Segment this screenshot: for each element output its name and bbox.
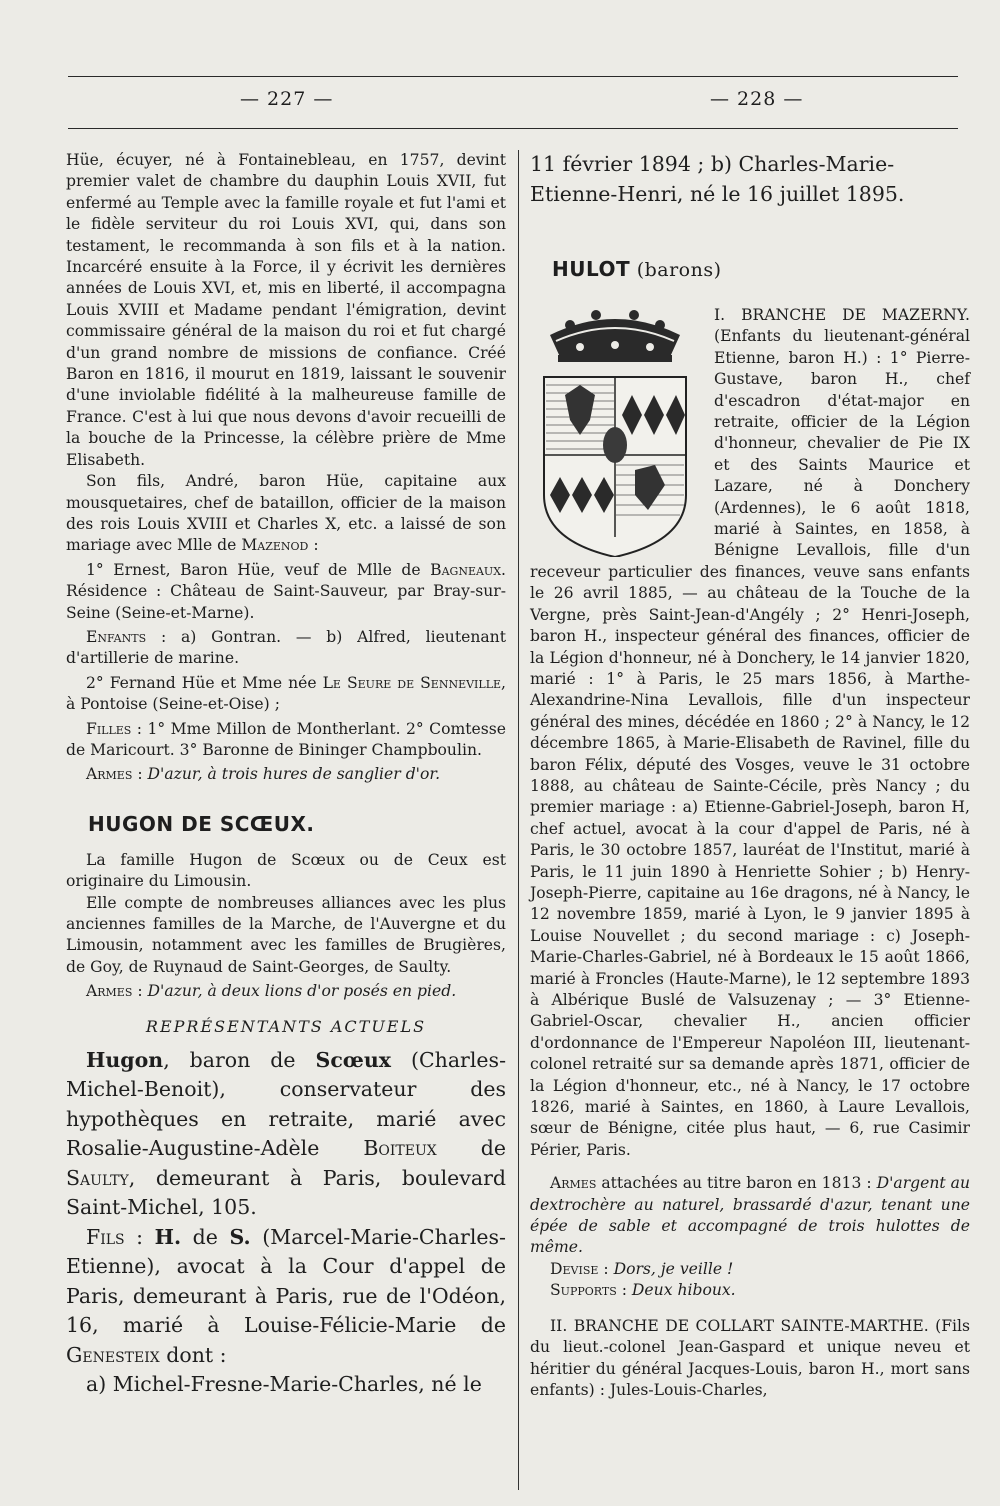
page-number-right: — 228 — bbox=[710, 88, 804, 110]
hugon-section-title: HUGON DE SCŒUX. bbox=[88, 811, 315, 836]
branche-collart-paragraph: II. BRANCHE DE COLLART SAINTE-MARTHE. (Fils du lieut.-colonel Jean-Gaspard et unique neveu et héritier du général Jacques-Louis, baron H., mort sans enfants) : Jules-Louis-Charles, bbox=[530, 1316, 970, 1399]
hugon-baron-paragraph: Hugon, baron de Scœux (Charles-Michel-Benoit), conservateur des hypothèques en retraite, marié avec Rosalie-Augustine-Adèle Boiteux de Saulty, demeurant à Paris, boulevard Saint-Michel, 105. bbox=[66, 1047, 506, 1220]
hulot-devise: Devise : Dors, je veille ! bbox=[550, 1259, 734, 1278]
filles-paragraph: Filles : 1° Mme Millon de Montherlant. 2° Comtesse de Maricourt. 3° Baronne de Bininger Champboulin. bbox=[66, 719, 506, 759]
hugon-grandson-line: a) Michel-Fresne-Marie-Charles, né le bbox=[86, 1372, 482, 1397]
representants-heading: REPRÉSENTANTS ACTUELS bbox=[145, 1016, 427, 1036]
hue-arms: Armes : D'azur, à trois hures de sanglier d'or. bbox=[86, 765, 441, 784]
continuation-text: 11 février 1894 ; b) Charles-Marie-Etienne-Henri, né le 16 juillet 1895. bbox=[530, 152, 905, 206]
enfants-paragraph: Enfants : a) Gontran. — b) Alfred, lieutenant d'artillerie de marine. bbox=[66, 627, 506, 668]
hugon-arms: Armes : D'azur, à deux lions d'or posés en pied. bbox=[86, 982, 457, 1001]
fernand-paragraph: 2° Fernand Hüe et Mme née Le Seure de Senneville, à Pontoise (Seine-et-Oise) ; bbox=[66, 673, 506, 714]
hue-son-paragraph: Son fils, André, baron Hüe, capitaine aux mousquetaires, chef de bataillon, officier de la maison des rois Louis XVIII et Charles X, etc. a laissé de son mariage avec Mlle de Mazenod : bbox=[66, 472, 506, 555]
hulot-supports: Supports : Deux hiboux. bbox=[550, 1281, 736, 1300]
hue-paragraph: Hüe, écuyer, né à Fontainebleau, en 1757, devint premier valet de chambre du dauphin Louis XVII, fut enfermé au Temple avec la famille royale et fut l'ami et le fidèle serviteur du roi Louis XVI, qui, dans son testament, le recommanda à son fils et à la nation. Incarcéré ensuite à la Force, il y écrivit les dernières années de Louis XVI, et, mis en liberté, il accompagna Louis XVIII et Madame pendant l'émigration, devint commissaire général de la maison du roi et fut chargé d'un grand nombre de missions de confiance. Créé Baron en 1816, il mourut en 1819, laissant le souvenir d'une inviolable fidélité à la malheureuse famille de France. C'est à lui que nous devons d'avoir recueilli de la bouche de la Princesse, la célèbre prière de Mme Elisabeth. bbox=[66, 151, 506, 469]
header-rule bbox=[68, 128, 958, 129]
hulot-section-title: HULOT (barons) bbox=[552, 257, 722, 281]
hugon-origin: La famille Hugon de Scœux ou de Ceux est originaire du Limousin. bbox=[66, 850, 506, 891]
page-number-left: — 227 — bbox=[240, 88, 334, 110]
hugon-fils-paragraph: Fils : H. de S. (Marcel-Marie-Charles-Etienne), avocat à la Cour d'appel de Paris, demeurant à Paris, rue de l'Odéon, 16, marié à Louise-Félicie-Marie de Genesteix dont : bbox=[66, 1224, 506, 1367]
hulot-arms: Armes attachées au titre baron en 1813 : D'argent au dextrochère au naturel, brassardé d'azur, tenant une épée de sable et accompagné de trois hulottes de même. bbox=[530, 1174, 971, 1257]
coat-of-arms-image bbox=[530, 305, 710, 560]
ernest-paragraph: 1° Ernest, Baron Hüe, veuf de Mlle de Bagneaux. Résidence : Château de Saint-Sauveur, par Bray-sur-Seine (Seine-et-Marne). bbox=[66, 560, 506, 622]
left-column bbox=[66, 150, 506, 1400]
top-rule bbox=[68, 76, 958, 77]
coat-of-arms-icon bbox=[530, 305, 700, 557]
branche-mazerny-paragraph: I. BRANCHE DE MAZERNY. (Enfants du lieutenant-général Etienne, baron H.) : 1° Pierre-Gustave, baron H., chef d'escadron d'état-major en retraite, officier de la Légion d'honneur, chevalier de Pie IX et des Saints Maurice et Lazare, né à Donchery (Ardennes), le 6 août 1818, marié à Saintes, en 1858, à Bénigne Levallois, fille d'un receveur particulier des finances, veuve sans enfants le 26 avril 1885, — au château de la Touche de la Vergne, près Saint-Jean-d'Angély ; 2° Henri-Joseph, baron H., inspecteur général des finances, officier de la Légion d'honneur, né à Donchery, le 14 janvier 1820, marié : 1° à Paris, le 25 mars 1856, à Marthe-Alexandrine-Nina Levallois, fille d'un inspecteur général des mines, décédée en 1860 ; 2° à Nancy, le 12 décembre 1865, à Marie-Elisabeth de Ravinel, fille du baron Félix, député des Vosges, veuve le 31 octobre 1888, au château de Sainte-Cécile, près Nancy ; du premier mariage : a) Etienne-Gabriel-Joseph, baron H, chef actuel, avocat à la cour d'appel de Paris, né à Paris, le 30 octobre 1857, lauréat de l'Institut, marié à Paris, le 11 juin 1890 à Henriette Sohier ; b) Henry-Joseph-Pierre, capitaine au 16e dragons, né à Nancy, le 12 novembre 1859, marié à Lyon, le 9 janvier 1895 à Louise Nouvellet ; du second mariage : c) Joseph-Marie-Charles-Gabriel, né à Bordeaux le 15 août 1866, marié à Froncles (Haute-Marne), le 12 septembre 1893 à Albérique Buslé de Valsuzenay ; — 3° Etienne-Gabriel-Oscar, chevalier H., ancien officier d'ordonnance de l'Empereur Napoléon III, lieutenant-colonel retraité sur sa demande après 1871, officier de la Légion d'honneur, etc., né à Nancy, le 17 octobre 1826, marié à Saintes, en 1860, à Laure Levallois, sœur de Bénigne, citée plus haut, — 6, rue Casimir Périer, Paris. bbox=[530, 306, 970, 1159]
right-column bbox=[530, 150, 970, 1401]
hugon-alliances: Elle compte de nombreuses alliances avec les plus anciennes familles de la Marche, de l'Auvergne et du Limousin, notamment avec les familles de Brugières, de Goy, de Ruynaud de Saint-Georges, de Saulty. bbox=[66, 893, 506, 976]
column-divider bbox=[518, 150, 519, 1490]
